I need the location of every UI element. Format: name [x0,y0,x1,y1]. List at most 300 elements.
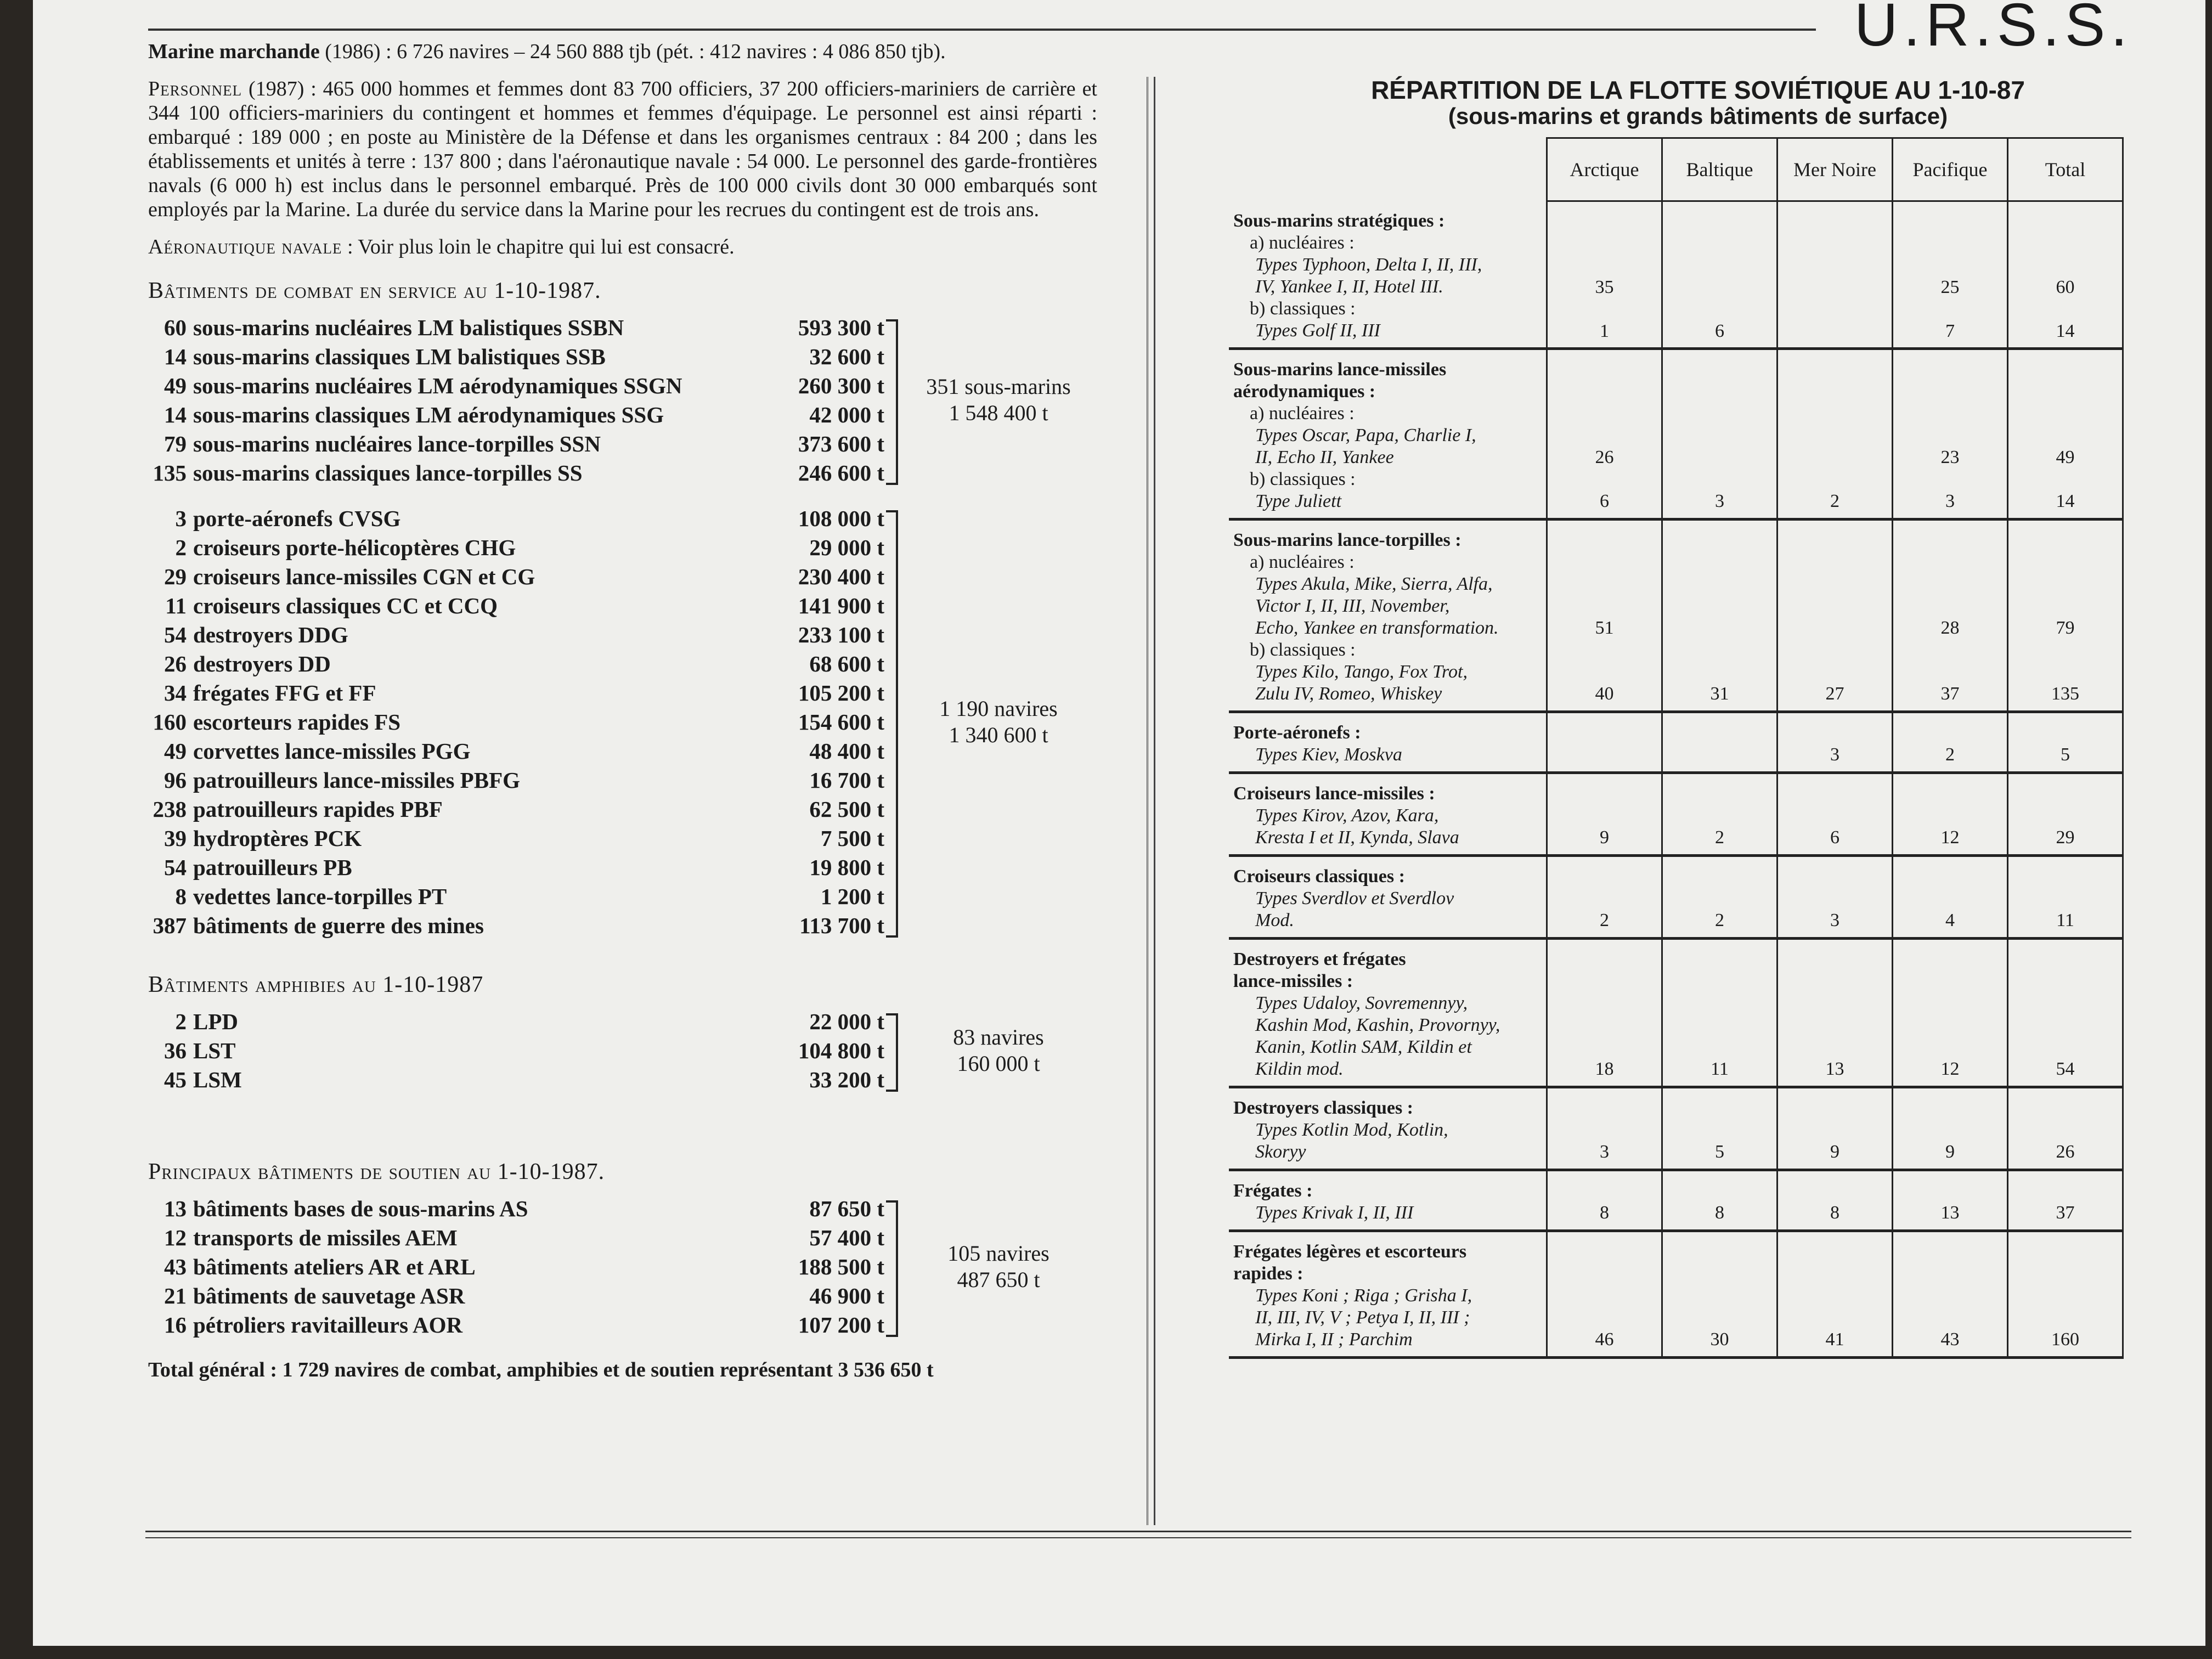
cell-value [1663,783,1776,805]
cell-total [2008,1231,2123,1357]
cell-value [1548,1119,1661,1141]
vessel-count: 43 [164,1254,187,1279]
row-category [1229,938,1547,1087]
cell-value [1663,255,1776,276]
cell-baltique [1662,519,1778,712]
row-category [1229,855,1547,938]
cell-baltique [1662,1170,1778,1231]
cell-value [2009,992,2121,1014]
cell-value [1548,1285,1661,1307]
column-header-total: Total [2008,138,2123,201]
vessel-type: porte-aéronefs CVSG [193,505,401,531]
table-row [1229,1170,2123,1231]
cell-value [2009,529,2121,551]
table-row [1229,519,2123,712]
cell-pacifique [1893,938,2008,1087]
cell-value [1779,1036,1891,1058]
cell-value [1779,255,1891,276]
cell-value: 3 [1600,1141,1609,1162]
cell-value: 6 [1830,827,1839,848]
cell-value [2009,403,2121,425]
vessel-tonnage: 62 500 t [809,796,884,822]
vessel-tonnage: 46 900 t [809,1283,884,1308]
cell-value [1663,359,1776,381]
cell-value: 30 [1710,1329,1729,1350]
cell-total [2008,938,2123,1087]
group-bracket [886,510,898,938]
vessel-tonnage: 32 600 t [809,343,884,369]
cell-value [1779,233,1891,255]
cell-value [1779,573,1891,595]
cell-value [2009,573,2121,595]
cell-baltique [1662,348,1778,519]
cell-value [1663,744,1776,766]
vessel-tonnage: 68 600 t [809,651,884,676]
vessel-type: hydroptères PCK [193,825,362,851]
cell-value [2009,661,2121,683]
vessel-tonnage: 29 000 t [809,534,884,560]
cell-value [1894,992,2006,1014]
cell-value [1663,1307,1776,1329]
grand-total: Total général : 1 729 navires de combat, amphibies et de soutien représentant 3 536 650 t [148,1358,934,1381]
cell-pacifique [1893,519,2008,712]
aero-label: Aéronautique navale [148,235,342,258]
cell-value [2009,1285,2121,1307]
cell-value [1779,1263,1891,1285]
vessel-count: 16 [164,1312,187,1338]
vessel-count: 13 [164,1195,187,1221]
cell-value [1894,661,2006,683]
right-column [1229,77,2134,1359]
cell-arctique [1547,519,1662,712]
vessel-type: corvettes lance-missiles PGG [193,738,471,764]
cell-value [2009,233,2121,255]
cell-value [1663,403,1776,425]
fleet-row [148,591,1097,620]
table-row [1229,348,2123,519]
fleet-row [148,458,1097,487]
cell-mer-noire [1778,1231,1893,1357]
cell-value [1663,1180,1776,1202]
cell-value [1663,1097,1776,1119]
category-title: Croiseurs lance-missiles : [1233,783,1435,804]
cell-value [1779,866,1891,888]
column-header-mer-noire: Mer Noire [1778,138,1893,201]
vessel-tonnage: 593 300 t [798,314,884,340]
cell-value [1548,805,1661,827]
cell-pacifique [1893,855,2008,938]
cell-value: 23 [1940,447,1960,467]
row-category [1229,772,1547,855]
vessel-type: patrouilleurs PB [193,854,352,880]
vessel-count: 8 [175,883,187,909]
category-line: Types Kiev, Moskva [1255,744,1402,765]
category-line: Types Typhoon, Delta I, II, III, [1255,254,1482,275]
category-title: Destroyers et frégates [1233,949,1406,969]
category-line: Types Kilo, Tango, Fox Trot, [1255,661,1468,682]
cell-value [1894,1263,2006,1285]
cell-value [1663,1014,1776,1036]
cell-value [2009,1119,2121,1141]
vessel-tonnage: 141 900 t [798,592,884,618]
vessel-count: 135 [153,460,187,486]
group-total-line: 83 navires [953,1024,1044,1049]
cell-value [1548,469,1661,490]
row-category [1229,712,1547,772]
cell-value [1548,992,1661,1014]
vessel-count: 54 [164,854,187,880]
cell-value [1663,573,1776,595]
cell-value [1548,783,1661,805]
category-title: Porte-aéronefs : [1233,722,1361,743]
cell-mer-noire [1778,348,1893,519]
table-row [1229,855,2123,938]
cell-value [1663,529,1776,551]
fleet-row [148,1310,1097,1339]
group-bracket [886,319,898,485]
cell-arctique [1547,1231,1662,1357]
cell-value [1779,320,1891,342]
cell-value [1779,949,1891,970]
cell-value [1663,1263,1776,1285]
cell-value: 51 [1595,617,1614,638]
cell-value [1894,551,2006,573]
fleet-row [148,794,1097,823]
cell-value [1894,529,2006,551]
cell-mer-noire [1778,519,1893,712]
cell-value: 11 [2056,910,2074,930]
cell-value: 27 [1825,683,1844,704]
cell-value: 4 [1945,910,1955,930]
cell-value: 2 [1715,910,1724,930]
cell-value: 135 [2051,683,2079,704]
support-list [148,1194,1097,1339]
category-line: Types Sverdlov et Sverdlov [1255,888,1454,909]
cell-value [2009,255,2121,276]
vessel-type: croiseurs classiques CC et CCQ [193,592,498,618]
cell-value [1894,866,2006,888]
cell-value [1663,595,1776,617]
cell-total [2008,519,2123,712]
vessel-count: 21 [164,1283,187,1308]
group-total-line: 105 navires [947,1240,1049,1266]
category-line: Echo, Yankee en transformation. [1255,617,1499,638]
vessel-count: 96 [164,767,187,793]
cell-value [1548,1014,1661,1036]
column-header-arctique: Arctique [1547,138,1662,201]
cell-value: 31 [1710,683,1729,704]
cell-value: 43 [1940,1329,1960,1350]
cell-value [1663,949,1776,970]
vessel-count: 12 [164,1224,187,1250]
cell-value [2009,722,2121,744]
cell-value: 2 [1945,744,1955,765]
cell-value [1779,551,1891,573]
cell-value [1548,233,1661,255]
vessel-type: sous-marins nucléaires LM balistiques SSBN [193,314,624,340]
table-title-main: RÉPARTITION DE LA FLOTTE SOVIÉTIQUE AU 1-10-87 [1371,76,2025,104]
vessel-tonnage: 7 500 t [820,825,884,851]
cell-value [2009,1014,2121,1036]
merchant-paragraph [148,40,1097,64]
cell-value [1548,359,1661,381]
cell-total [2008,1170,2123,1231]
cell-value [1894,949,2006,970]
vessel-count: 387 [153,912,187,938]
row-category [1229,1087,1547,1170]
cell-value [1894,403,2006,425]
cell-value: 37 [1940,683,1960,704]
cell-value [2009,595,2121,617]
cell-arctique [1547,1170,1662,1231]
fleet-row [148,1194,1097,1223]
cell-value [1894,1014,2006,1036]
category-title: rapides : [1233,1263,1304,1284]
vessel-tonnage: 154 600 t [798,709,884,735]
group-total-line: 487 650 t [957,1267,1040,1292]
category-line: Kresta I et II, Kynda, Slava [1255,827,1459,848]
cell-value [1894,359,2006,381]
cell-value [1894,1180,2006,1202]
country-heading: U.R.S.S. [1854,0,2133,59]
category-line: b) classiques : [1250,469,1356,489]
fleet-row [148,342,1097,371]
cell-value [1779,661,1891,683]
vessel-tonnage: 48 400 t [809,738,884,764]
vessel-tonnage: 42 000 t [809,402,884,427]
amphib-section-title: Bâtiments amphibies au 1-10-1987 [148,972,484,997]
cell-value [1663,617,1776,639]
vessel-type: croiseurs porte-hélicoptères CHG [193,534,516,560]
cell-value [2009,298,2121,320]
vessel-type: sous-marins nucléaires lance-torpilles SSN [193,431,601,456]
category-title: Croiseurs classiques : [1233,866,1405,887]
vessel-tonnage: 373 600 t [798,431,884,456]
cell-pacifique [1893,348,2008,519]
cell-baltique [1662,201,1778,349]
category-title: Sous-marins lance-torpilles : [1233,529,1462,550]
cell-value [1779,722,1891,744]
category-line: Kildin mod. [1255,1058,1344,1079]
cell-value: 46 [1595,1329,1614,1350]
cell-value [1663,276,1776,298]
footer-rule [145,1531,2131,1532]
vessel-tonnage: 188 500 t [798,1254,884,1279]
cell-value [1548,661,1661,683]
cell-value: 8 [1600,1202,1609,1223]
cell-value [1548,1307,1661,1329]
vessel-count: 2 [175,1008,187,1034]
cell-value [2009,970,2121,992]
vessel-count: 49 [164,373,187,398]
cell-baltique [1662,938,1778,1087]
cell-value: 3 [1830,910,1839,930]
vessel-count: 54 [164,622,187,647]
personnel-label: Personnel [148,77,242,100]
cell-value: 13 [1825,1058,1844,1079]
table-title [1262,77,2134,129]
cell-value [1894,211,2006,233]
cell-total [2008,1087,2123,1170]
cell-value [1548,866,1661,888]
cell-value: 26 [1595,447,1614,467]
cell-value: 29 [2056,827,2075,848]
category-title: Frégates : [1233,1180,1313,1201]
vessel-tonnage: 16 700 t [809,767,884,793]
cell-value [1894,970,2006,992]
category-line: a) nucléaires : [1250,551,1355,572]
fleet-row [148,429,1097,458]
vessel-tonnage: 113 700 t [799,912,884,938]
cell-value: 12 [1940,827,1960,848]
cell-value [1663,211,1776,233]
cell-value [1779,1180,1891,1202]
vessel-count: 49 [164,738,187,764]
cell-value [2009,1241,2121,1263]
vessel-count: 238 [153,796,187,822]
vessel-type: escorteurs rapides FS [193,709,401,735]
category-line: Types Oscar, Papa, Charlie I, [1255,425,1476,445]
cell-value: 5 [1715,1141,1724,1162]
vessel-type: sous-marins classiques LM balistiques SSB [193,343,606,369]
cell-value [2009,1036,2121,1058]
fleet-row [148,504,1097,533]
cell-value [1663,425,1776,447]
cell-value [1663,661,1776,683]
category-line: Types Udaloy, Sovremennyy, [1255,992,1468,1013]
vessel-type: sous-marins nucléaires LM aérodynamiques SSGN [193,373,682,398]
vessel-tonnage: 87 650 t [809,1195,884,1221]
cell-value: 3 [1830,744,1839,765]
vessel-tonnage: 105 200 t [798,680,884,706]
cell-value [2009,1307,2121,1329]
group-bracket [886,1013,898,1092]
cell-value [2009,805,2121,827]
category-line: II, III, IV, V ; Petya I, II, III ; [1255,1307,1470,1328]
vessel-tonnage: 233 100 t [798,622,884,647]
cell-value [1894,381,2006,403]
cell-value [2009,359,2121,381]
vessel-tonnage: 260 300 t [798,373,884,398]
cell-value [1548,639,1661,661]
category-title: aérodynamiques : [1233,381,1376,402]
vessel-count: 11 [165,592,187,618]
vessel-type: bâtiments de sauvetage ASR [193,1283,465,1308]
vessel-tonnage: 57 400 t [809,1224,884,1250]
cell-value [1894,639,2006,661]
category-line: Kanin, Kotlin SAM, Kildin et [1255,1036,1472,1057]
fleet-row [148,853,1097,882]
cell-value [1779,617,1891,639]
row-category [1229,1231,1547,1357]
personnel-paragraph [148,77,1097,222]
cell-value: 14 [2056,490,2075,511]
cell-value [1894,1119,2006,1141]
vessel-count: 160 [153,709,187,735]
cell-value: 1 [1600,321,1609,341]
vessel-count: 14 [164,402,187,427]
cell-value [2009,639,2121,661]
cell-value [1548,1241,1661,1263]
cell-value [2009,1097,2121,1119]
vessel-type: bâtiments de guerre des mines [193,912,484,938]
cell-value [2009,211,2121,233]
group-total [911,374,1086,426]
cell-value [2009,551,2121,573]
cell-value: 37 [2056,1202,2075,1223]
table-row [1229,938,2123,1087]
cell-value [1663,381,1776,403]
cell-value [1663,639,1776,661]
vessel-type: LST [193,1037,236,1063]
cell-value [1548,595,1661,617]
cell-value: 9 [1600,827,1609,848]
category-line: Types Kotlin Mod, Kotlin, [1255,1119,1448,1140]
category-line: II, Echo II, Yankee [1255,447,1394,467]
category-title: Frégates légères et escorteurs [1233,1241,1467,1262]
vessel-tonnage: 33 200 t [809,1066,884,1092]
cell-value [1779,1241,1891,1263]
vessel-count: 29 [164,563,187,589]
cell-value [1779,805,1891,827]
cell-value [2009,866,2121,888]
cell-value: 2 [1830,490,1839,511]
cell-value: 12 [1940,1058,1960,1079]
cell-value: 6 [1715,321,1724,341]
cell-value [1779,970,1891,992]
category-line: a) nucléaires : [1250,232,1355,253]
category-line: a) nucléaires : [1250,403,1355,424]
cell-total [2008,348,2123,519]
cell-value [1663,866,1776,888]
cell-value [1663,888,1776,910]
table-row [1229,772,2123,855]
fleet-row [148,882,1097,911]
cell-value [1779,783,1891,805]
cell-value [1663,469,1776,490]
cell-value [1548,888,1661,910]
category-line: Victor I, II, III, November, [1255,595,1450,616]
vessel-count: 3 [175,505,187,531]
category-line: Kashin Mod, Kashin, Provornyy, [1255,1014,1500,1035]
cell-value [1894,1241,2006,1263]
category-line: Types Golf II, III [1255,320,1380,341]
cell-value [1548,573,1661,595]
cell-value [2009,783,2121,805]
cell-arctique [1547,938,1662,1087]
vessel-count: 26 [164,651,187,676]
vessel-type: bâtiments bases de sous-marins AS [193,1195,528,1221]
vessel-count: 60 [164,314,187,340]
column-divider [1147,77,1155,1525]
vessel-tonnage: 22 000 t [809,1008,884,1034]
cell-value [1548,551,1661,573]
cell-baltique [1662,772,1778,855]
table-row [1229,1087,2123,1170]
cell-value [1894,255,2006,276]
cell-value [1548,298,1661,320]
group-bracket [886,1200,898,1337]
vessel-type: frégates FFG et FF [193,680,376,706]
cell-mer-noire [1778,712,1893,772]
vessel-tonnage: 230 400 t [798,563,884,589]
cell-value [1894,888,2006,910]
vessel-count: 14 [164,343,187,369]
vessel-count: 79 [164,431,187,456]
cell-value [1663,1285,1776,1307]
cell-mer-noire [1778,1087,1893,1170]
cell-value [1779,298,1891,320]
